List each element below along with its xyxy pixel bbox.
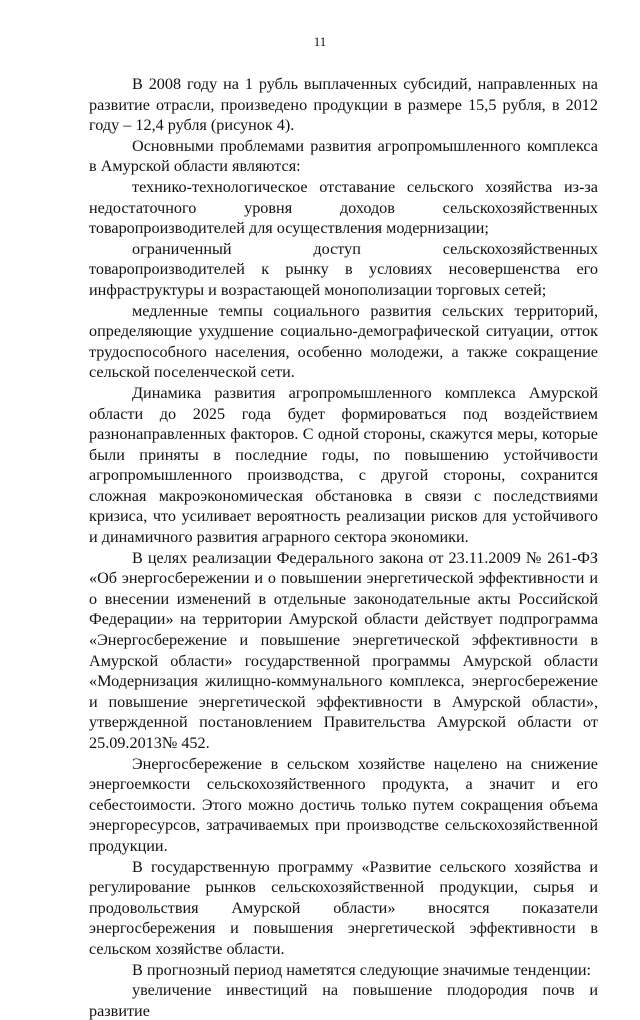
paragraph-energy-saving: Энергосбережение в сельском хозяйстве нацелено на снижение энергоемкости сельскохозяйственного продукта, а значит и его себестоимости. Этого можно достичь только путем сокращения объема энергоресурсов, затрачиваемых при производстве сельскохозяйственной продукции.	[89, 754, 598, 855]
paragraph-rural-development: медленные темпы социального развития сельских территорий, определяющие ухудшение социально-демографической ситуации, отток трудоспособного населения, особенно молодежи, а также сокращение сельской поселенческой сети.	[89, 301, 598, 382]
paragraph-federal-law: В целях реализации Федерального закона от 23.11.2009 № 261-ФЗ «Об энергосбережении и о повышении энергетической эффективности и о внесении изменений в отдельные законодательные акты Российской Федерации» на территории Амурской области действует подпрограмма «Энергосбережение и повышение энергетической эффективности в Амурской области» государственной программы Амурской области «Модернизация жилищно-коммунального комплекса, энергосбережение и повышение энергетической эффективности в Амурской области», утвержденной постановлением Правительства Амурской области от 25.09.2013№ 452.	[89, 548, 598, 752]
page-number: 11	[313, 34, 327, 49]
paragraph-dynamics-2025: Динамика развития агропромышленного комплекса Амурской области до 2025 года будет формироваться под воздействием разнонаправленных факторов. С одной стороны, скажутся меры, которые были приняты в последние годы, по повышению устойчивости агропромышленного производства, с другой стороны, сохранится сложная макроэкономическая обстановка в связи с последствиями кризиса, что усиливает вероятность реализации рисков для устойчивого и динамичного развития аграрного сектора экономики.	[89, 383, 598, 547]
paragraph-investment: увеличение инвестиций на повышение плодородия почв и развитие	[89, 981, 598, 1020]
paragraph-subsidy-efficiency: В 2008 году на 1 рубль выплаченных субсидий, направленных на развитие отрасли, произведено продукции в размере 15,5 рубля, в 2012 году – 12,4 рубля (рисунок 4).	[89, 75, 598, 135]
paragraph-technological-lag: технико-технологическое отставание сельского хозяйства из-за недостаточного уровня доходов сельскохозяйственных товаропроизводителей для осуществления модернизации;	[89, 177, 598, 238]
paragraph-state-program: В государственную программу «Развитие сельского хозяйства и регулирование рынков сельскохозяйственной продукции, сырья и продовольствия Амурской области» вносятся показатели энергосбережения и повышения энергетической эффективности в сельском хозяйстве области.	[89, 857, 598, 958]
paragraph-forecast-trends: В прогнозный период наметятся следующие значимые тенденции:	[132, 960, 592, 979]
document-body	[89, 74, 598, 1020]
paragraph-market-access: ограниченный доступ сельскохозяйственных товаропроизводителей к рынку в условиях несовершенства его инфраструктуры и возрастающей монополизации торговых сетей;	[89, 239, 598, 299]
paragraph-main-problems: Основными проблемами развития агропромышленного комплекса в Амурской области являются:	[89, 136, 598, 176]
